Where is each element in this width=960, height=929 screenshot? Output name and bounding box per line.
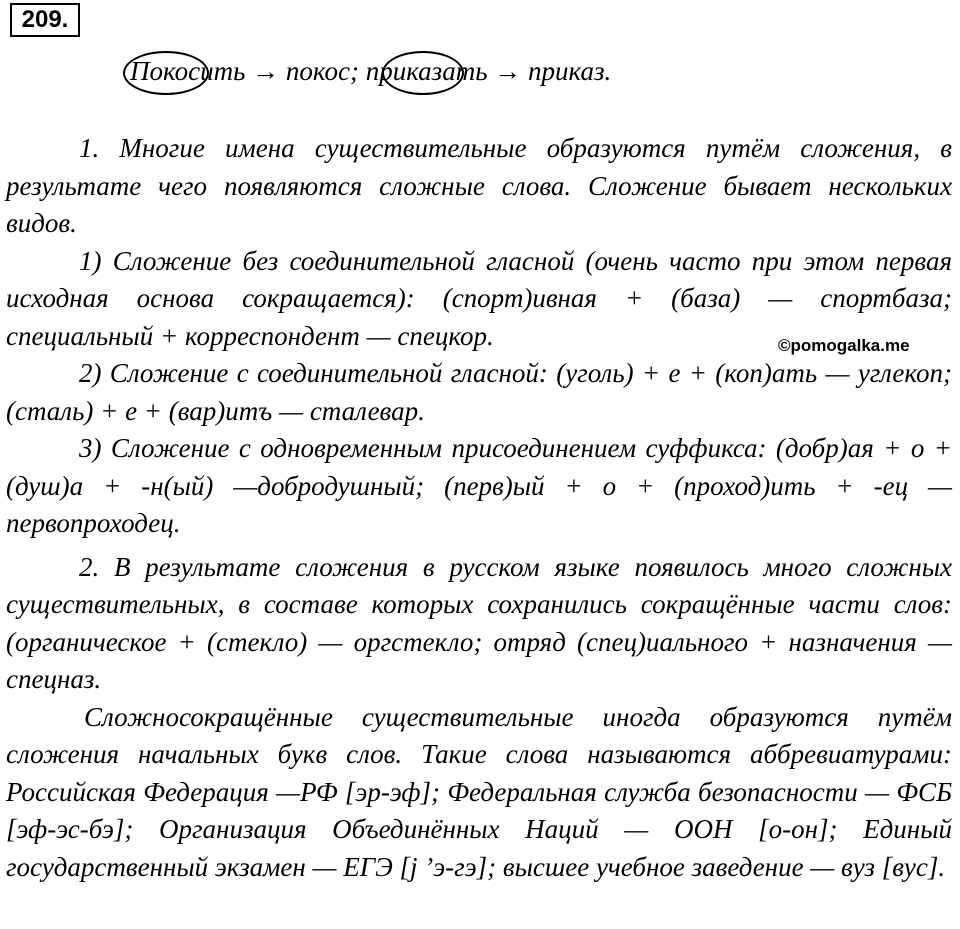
- exercise-number: 209.: [10, 3, 80, 37]
- example-word-2: приказать: [365, 56, 488, 86]
- watermark: ©pomogalka.me: [778, 336, 910, 355]
- example-result-2: → приказ.: [487, 56, 612, 86]
- example-line: [130, 53, 611, 89]
- paragraph-4: 3) Сложение с одновременным присоединением суффикса: (добр)ая + о + (душ)а + -н(ый) —добродушный; (перв)ый + о + (проход)ить + -ец — первопроходец.: [6, 433, 952, 538]
- paragraph-1: 1. Многие имена существительные образуются путём сложения, в результате чего появляются сложные слова. Сложение бывает нескольких видов.: [6, 133, 952, 238]
- paragraph-3: 2) Сложение с соединительной гласной: (уголь) + е + (коп)ать — углекоп; (сталь) + е + (вар)итъ — сталевар.: [6, 358, 952, 426]
- example-result-1: → покос;: [245, 56, 366, 86]
- paragraph-5: 2. В результате сложения в русском языке появилось много сложных существительных, в составе которых сохранились сокращённые части слов: (органическое + (стекло) — оргстекло; отряд (спец)иального + назначения —спецназ.: [6, 551, 952, 694]
- paragraph-6: Сложносокращённые существительные иногда образуются путём сложения начальных букв слов. Такие слова называются аббревиатурами: Российская Федерация —РФ [эр-эф]; Федеральная служба безопасности — ФСБ [эф-эс-бэ]; Организация Объединённых Наций — ООН [о-он]; Единый государственный экзамен — ЕГЭ [j ’э-гэ]; высшее учебное заведение — вуз [вус].: [6, 701, 952, 882]
- paragraph-2: 1) Сложение без соединительной гласной (очень часто при этом первая исходная основа сокращается): (спорт)ивная + (база) — спортбаза; специальный + корреспондент — спецкор.: [6, 245, 952, 351]
- answer-text: [6, 130, 952, 886]
- example-word-1: Покосить: [130, 56, 246, 86]
